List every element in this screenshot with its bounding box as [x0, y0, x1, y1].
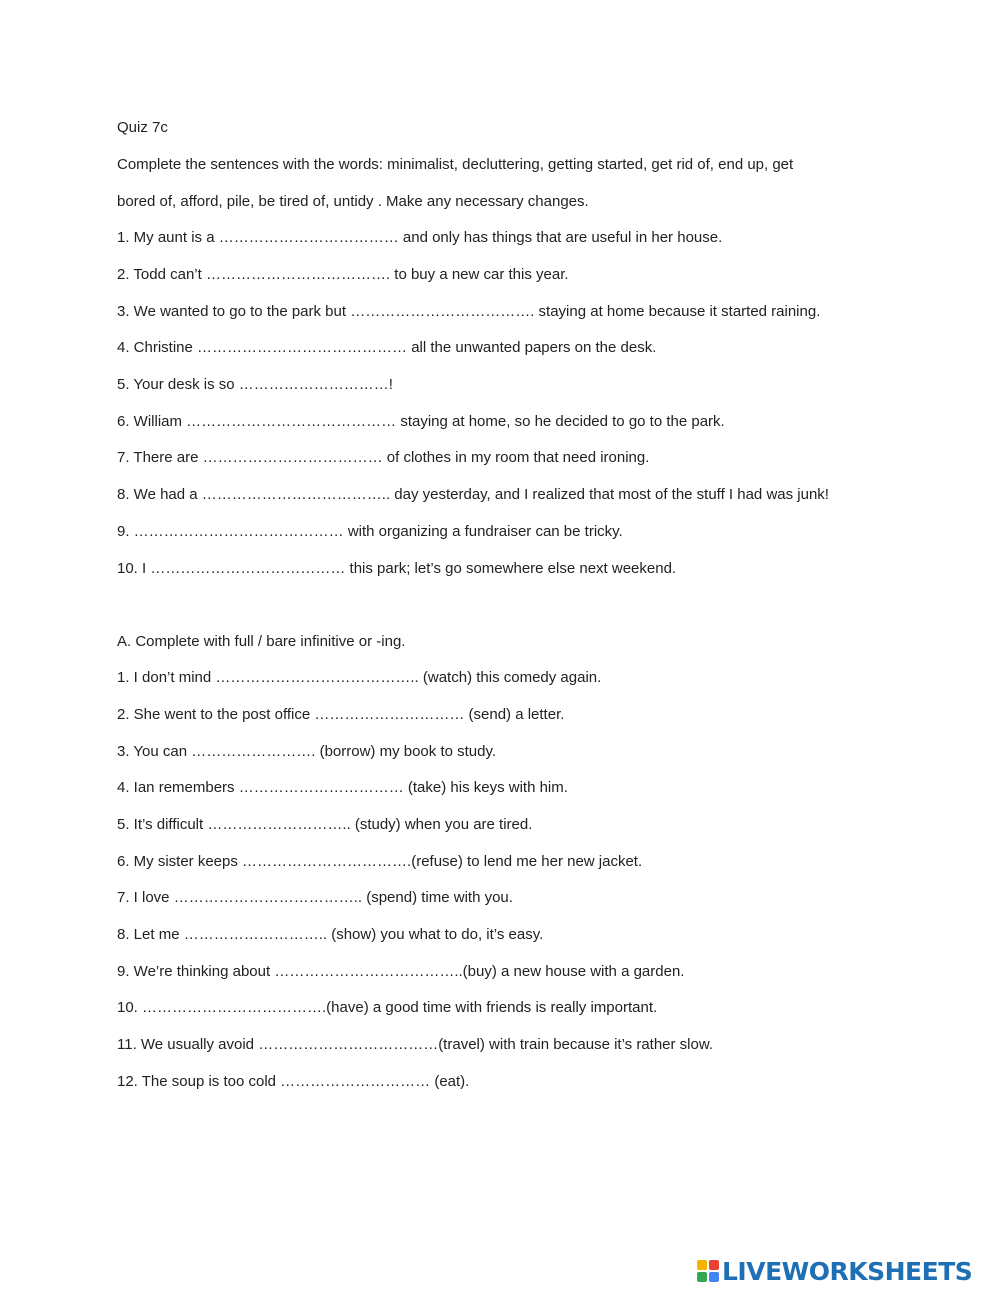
question-item: 8. Let me ……………………….. (show) you what to do, it’s easy.: [117, 926, 544, 943]
question-item: 1. My aunt is a ……………………………… and only has things that are useful in her house.: [117, 229, 723, 246]
question-item: 5. Your desk is so …………………………!: [117, 376, 393, 393]
logo-text: LIVEWORKSHEETS: [722, 1256, 973, 1286]
quiz-title: Quiz 7c: [117, 119, 168, 136]
question-item: 8. We had a ……………………………….. day yesterday, and I realized that most of the stuff I had was junk!: [117, 486, 829, 503]
question-item: 9. …………………………………… with organizing a fundraiser can be tricky.: [117, 523, 623, 540]
instructions-line-1: Complete the sentences with the words: minimalist, decluttering, getting started, get rid of, end up, get: [117, 156, 794, 173]
question-item: 11. We usually avoid ………………………………(travel) with train because it’s rather slow.: [117, 1036, 714, 1053]
question-item: 2. Todd can’t ………………………………. to buy a new car this year.: [117, 266, 569, 283]
question-item: 7. I love ……………………………….. (spend) time with you.: [117, 889, 513, 906]
instructions-line-2: bored of, afford, pile, be tired of, untidy . Make any necessary changes.: [117, 193, 589, 210]
question-item: 5. It’s difficult ……………………….. (study) when you are tired.: [117, 816, 533, 833]
question-item: 1. I don’t mind ………………………………….. (watch) this comedy again.: [117, 669, 602, 686]
question-item: 3. We wanted to go to the park but ………………………………. staying at home because it started raining.: [117, 303, 821, 320]
logo-square-icon: [709, 1260, 719, 1270]
question-item: 2. She went to the post office ………………………… (send) a letter.: [117, 706, 565, 723]
liveworksheets-logo: [697, 1256, 972, 1286]
question-item: 4. Christine …………………………………… all the unwanted papers on the desk.: [117, 339, 657, 356]
section-2-title: A. Complete with full / bare infinitive or -ing.: [117, 633, 406, 650]
liveworksheets-logo-icon: [697, 1260, 719, 1282]
logo-square-icon: [709, 1272, 719, 1282]
logo-square-icon: [697, 1260, 707, 1270]
question-item: 3. You can ……………………. (borrow) my book to study.: [117, 743, 497, 760]
question-item: 6. My sister keeps …………………………….(refuse) to lend me her new jacket.: [117, 853, 643, 870]
question-item: 10. ……………………………….(have) a good time with friends is really important.: [117, 999, 658, 1016]
question-item: 7. There are ……………………………… of clothes in my room that need ironing.: [117, 449, 650, 466]
question-item: 9. We’re thinking about ………………………………..(buy) a new house with a garden.: [117, 963, 685, 980]
question-item: 12. The soup is too cold ………………………… (eat).: [117, 1073, 470, 1090]
question-item: 6. William …………………………………… staying at home, so he decided to go to the park.: [117, 413, 725, 430]
logo-square-icon: [697, 1272, 707, 1282]
question-item: 4. Ian remembers …………………………… (take) his keys with him.: [117, 779, 568, 796]
question-item: 10. I ………………………………… this park; let’s go somewhere else next weekend.: [117, 560, 677, 577]
